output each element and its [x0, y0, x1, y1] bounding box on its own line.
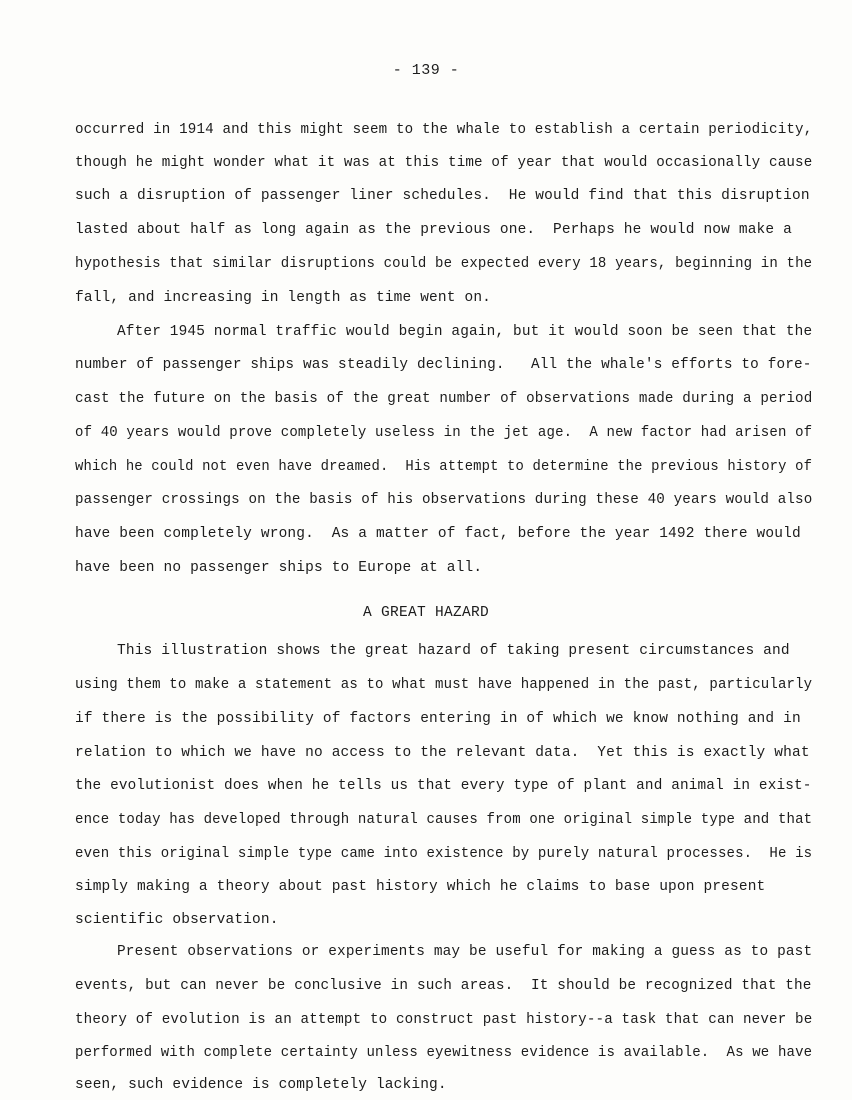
text-line: the evolutionist does when he tells us that every type of plant and animal in exist- [75, 778, 812, 794]
text-line: have been no passenger ships to Europe at all. [75, 560, 483, 576]
text-line: passenger crossings on the basis of his observations during these 40 years would also [75, 492, 813, 508]
page-number: - 139 - [392, 62, 460, 79]
text-line: events, but can never be conclusive in such areas. It should be recognized that the [75, 978, 812, 994]
text-line: cast the future on the basis of the great number of observations made during a period [75, 391, 813, 407]
text-line: simply making a theory about past history which he claims to base upon present [75, 879, 766, 895]
text-line: After 1945 normal traffic would begin again, but it would soon be seen that the [117, 324, 813, 340]
text-line: lasted about half as long again as the previous one. Perhaps he would now make a [75, 222, 792, 238]
text-line: of 40 years would prove completely useless in the jet age. A new factor had arisen of [75, 425, 813, 441]
text-line: relation to which we have no access to the relevant data. Yet this is exactly what [75, 745, 810, 761]
text-line: seen, such evidence is completely lacking. [75, 1077, 447, 1093]
text-line: if there is the possibility of factors entering in of which we know nothing and in [75, 711, 801, 727]
text-line: though he might wonder what it was at this time of year that would occasionally cause [75, 155, 813, 171]
text-line: Present observations or experiments may be useful for making a guess as to past [117, 944, 813, 960]
text-line: ence today has developed through natural causes from one original simple type and that [75, 812, 813, 828]
text-line: fall, and increasing in length as time went on. [75, 290, 492, 306]
text-line: which he could not even have dreamed. His attempt to determine the previous history of [75, 459, 813, 475]
section-heading: A GREAT HAZARD [362, 605, 490, 621]
text-line: using them to make a statement as to what must have happened in the past, particularly [75, 677, 813, 693]
text-line: such a disruption of passenger liner schedules. He would find that this disruption [75, 188, 810, 204]
text-line: number of passenger ships was steadily declining. All the whale's efforts to fore- [75, 357, 812, 373]
text-line: have been completely wrong. As a matter of fact, before the year 1492 there would [75, 526, 801, 542]
text-line: theory of evolution is an attempt to construct past history--a task that can never be [75, 1012, 813, 1028]
text-line: hypothesis that similar disruptions could be expected every 18 years, beginning in the [75, 256, 813, 272]
text-line: scientific observation. [75, 912, 279, 928]
text-line: performed with complete certainty unless eyewitness evidence is available. As we have [75, 1045, 813, 1061]
text-line: even this original simple type came into existence by purely natural processes. He is [75, 846, 813, 862]
text-line: This illustration shows the great hazard of taking present circumstances and [117, 643, 790, 659]
text-line: occurred in 1914 and this might seem to the whale to establish a certain periodicity, [75, 122, 813, 138]
